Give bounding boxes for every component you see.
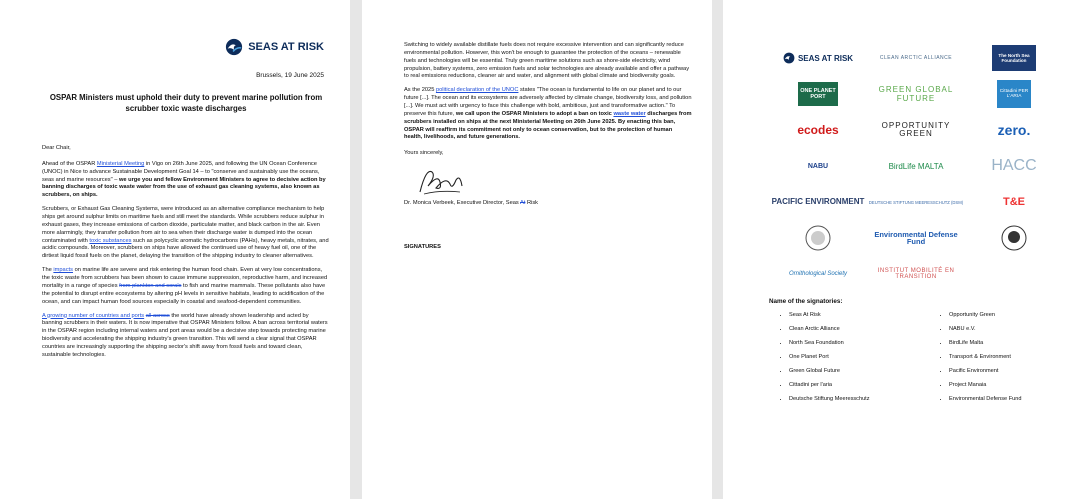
signatories-column-1 — [779, 313, 909, 411]
logo-zero: zero. — [997, 122, 1031, 138]
list-item: • Project Manaia — [949, 383, 1021, 389]
header-logo — [42, 38, 324, 61]
paragraph-5: Switching to widely available distillate fuels does not require excessive intervention and can significantly reduce environmental pollution. However, this won't be enough to guarantee the protection of the oceans – renewable fuels and technologies will be essential. Truly green maritime solutions such as shore-side electricity, wind propulsion, battery systems, zero emission fuels and solar technologies are already available and offer a pathway to real emissions reductions, cleaner air and water, and alignment with global climate and biodiversity goals. — [404, 42, 690, 80]
logo-text: SEAS AT RISK — [248, 41, 324, 53]
unoc-declaration-link[interactable]: political declaration of the UNOC — [435, 87, 519, 94]
signatories-list — [779, 313, 1059, 411]
logo-birdlife-malta: BirdLife MALTA — [888, 161, 944, 171]
logo-dsm: DEUTSCHE STIFTUNG MEERESSCHUTZ (DSM) — [868, 199, 964, 205]
logo-cittadini-per-laria: Cittadini PER L'ARIA — [997, 80, 1031, 108]
countries-ports-link[interactable]: A growing number of countries and ports — [42, 312, 145, 319]
letter-date: Brussels, 19 June 2025 — [256, 72, 324, 79]
logo-clean-arctic-alliance: CLEAN ARCTIC ALLIANCE — [879, 55, 953, 61]
list-item: • Deutsche Stiftung Meeresschutz — [789, 397, 909, 403]
signatories-title: Name of the signatories: — [769, 298, 843, 305]
signatories-column-2 — [939, 313, 1021, 411]
signatures-heading: SIGNATURES — [404, 244, 441, 251]
paragraph-1: Ahead of the OSPAR Ministerial Meeting in Vigo on 26th June 2025, and following the UN Ocean Conference (UNOC) in Nice to advance Sustainable Development Goal 14 – to "conserve and sustainably use the oceans, seas and marine resources" – we urge you and fellow Environment Ministers to agree to decisive action by banning discharges of toxic waste water from the use of exhaust gas cleaning systems, also known as scrubbers, on ships. — [42, 160, 326, 199]
toxic-substances-link[interactable]: toxic substances — [89, 237, 132, 244]
tracked-deletion: all across — [145, 312, 170, 319]
list-item: • North Sea Foundation — [789, 341, 909, 347]
list-item: • BirdLife Malta — [949, 341, 1021, 347]
paragraph-6: As the 2025 political declaration of the UNOC states "The ocean is fundamental to life on our planet and to our future [...]. The ocean and its ecosystems are adversely affected by climate change, biodiversity loss, and pollution [...]. We must act with urgency to face this challenge with bold, ambitious, just and transformative action." To preserve this future, we call upon the OSPAR Ministers to adopt a ban on toxic waste water discharges from scrubbers installed on ships at the next Ministerial Meeting on 26th June 2025. By enacting this ban, OSPAR will reaffirm its commitment not only to ocean conservation, but to the protection of human health, livelihoods, and future generations. — [404, 87, 692, 141]
logo-north-sea-foundation: The North Sea Foundation — [992, 45, 1036, 71]
paragraph-4: A growing number of countries and ports all across the world have already shown leadership and acted by banning scrubbers in their waters. It is now imperative that OSPAR Ministers follow. A ban across territorial waters in the OSPAR region including internal waters and port areas would be a decisive step towards protecting marine biodiversity and accelerating the shipping industry's green transition. This will send a clear signal that OSPAR countries are increasingly supporting the shipping sector's shift away from fossil fuels and toward clean, sustainable technologies. — [42, 312, 328, 358]
logo-hacc: HACC — [991, 157, 1037, 174]
logo-one-planet-port: ONE PLANET PORT — [798, 82, 838, 106]
logo-bird-seal — [965, 220, 1063, 256]
paragraph-3: The impacts on marine life are severe and risk entering the human food chain. Even at very low concentrations, the toxic waste from scrubbers has been shown to cause immune suppression, reproductive harm, and increased mortality in a range of species from plankton and corals to fish and marine mammals. These pollutants also have the potential to disrupt entire ecosystems by altering pH levels in sensitive habitats, leading to acidification of the ocean, and can impact human food sources especially in coastal and seafood-dependent communities. — [42, 267, 328, 305]
letter-title: OSPAR Ministers must uphold their duty to prevent marine pollution from scrubber toxic waste discharges — [49, 93, 323, 113]
logo-imet: INSTITUT MOBILITÉ EN TRANSITION — [877, 268, 955, 280]
closing: Yours sincerely, — [404, 150, 444, 157]
ministerial-meeting-link[interactable]: Ministerial Meeting — [96, 160, 145, 167]
waste-water-link[interactable]: waste water — [613, 110, 646, 117]
list-item: • Clean Arctic Alliance — [789, 327, 909, 333]
list-item: • Green Global Future — [789, 369, 909, 375]
wave-icon — [783, 52, 795, 64]
list-item: • Transport & Environment — [949, 355, 1021, 361]
list-item: • NABU e.V. — [949, 327, 1021, 333]
handwritten-signature — [416, 164, 466, 198]
list-item: • Environmental Defense Fund — [949, 397, 1021, 403]
document-page-2 — [362, 0, 712, 499]
impacts-link[interactable]: impacts — [53, 267, 73, 274]
logo-green-global-future: GREEN GLOBAL FUTURE — [878, 85, 954, 103]
paragraph-2: Scrubbers, or Exhaust Gas Cleaning Systems, were introduced as an alternative compliance mechanism to help ships get around sulphur limits on maritime fuels and still meet the standards. While scrubbers reduce sulphur in exhaust gases, they increase emissions of carbon dioxide, particulate matter, and black carbon in the air. Even more alarmingly, they transfer pollution from air to sea when their discharge water is dumped into the ocean contaminated with toxic substances such as polycyclic aromatic hydrocarbons (PAHs), heavy metals, nitrates, and acidic compounds. Moreover, scrubbers on ships have allowed the continued use of heavy fuel oil, one of the dirtiest liquid fossil fuels on the planet, delaying the transition of the shipping industry to cleaner alternatives. — [42, 206, 329, 260]
logo-edf: Environmental Defense Fund — [874, 229, 958, 246]
logo-ornithological-society: Ornithological Society — [788, 271, 848, 277]
logo-seas-at-risk: SEAS AT RISK — [769, 40, 867, 76]
salutation: Dear Chair, — [42, 145, 71, 152]
logo-t-and-e: T&E — [1003, 196, 1025, 208]
document-page-3 — [723, 0, 1069, 499]
signatory-logos-grid — [769, 40, 1059, 292]
logo-opportunity-green: OPPORTUNITY GREEN — [881, 121, 951, 138]
logo-nabu: NABU — [807, 162, 829, 170]
list-item: • Opportunity Green — [949, 313, 1021, 319]
logo-ecodes: ecodes — [797, 123, 839, 137]
logo-empty — [965, 256, 1063, 292]
list-item: • Cittadini per l'aria — [789, 383, 909, 389]
tracked-deletion: from plankton and corals — [119, 282, 182, 289]
list-item: • Pacific Environment — [949, 369, 1021, 375]
wave-icon — [225, 38, 243, 56]
document-page-1 — [0, 0, 350, 499]
list-item: • One Planet Port — [789, 355, 909, 361]
signer-line: Dr. Monica Verbeek, Executive Director, Seas At Risk — [404, 200, 539, 207]
list-item: • Seas At Risk — [789, 313, 909, 319]
logo-round-seal — [769, 220, 867, 256]
logo-pacific-environment: PACIFIC ENVIRONMENT — [771, 197, 865, 206]
seas-at-risk-logo — [225, 38, 324, 56]
